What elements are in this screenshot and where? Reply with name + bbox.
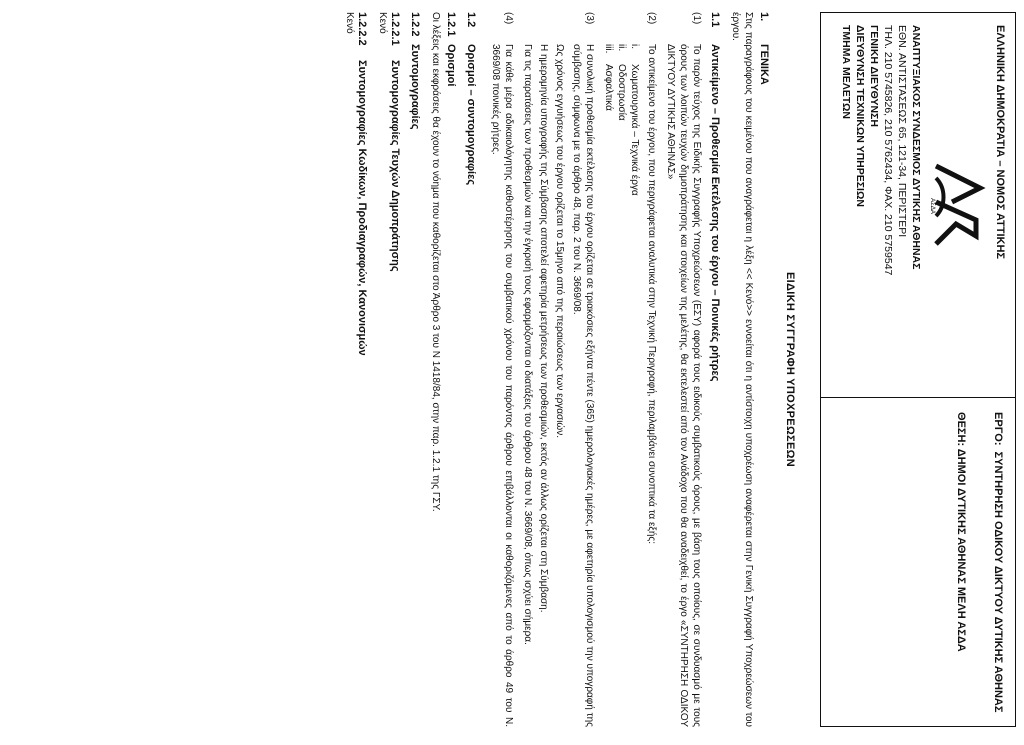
section-title: Συντομογραφίες Τευχών Δημοπράτησης [389, 60, 401, 272]
section-number: 1.1 [709, 12, 721, 28]
org-name: ΑΝΑΠΤΥΞΙΑΚΟΣ ΣΥΝΔΕΣΜΟΣ ΔΥΤΙΚΗΣ ΑΘΗΝΑΣ [910, 25, 922, 270]
section-1-1-heading [709, 12, 721, 727]
project-block [821, 398, 1015, 726]
clause-1 [664, 12, 703, 727]
project-row [990, 412, 1005, 716]
dept-studies: ΤΜΗΜΑ ΜΕΛΕΤΩΝ [840, 25, 852, 119]
section-title: Συντομογραφίες Κωδίκων, Προδιαγραφών, Κανονισμών [356, 60, 368, 356]
section-title: Ορισμοί [445, 44, 457, 87]
empty-placeholder: Κενό [344, 12, 355, 34]
list-item [615, 44, 628, 727]
section-number: 1.2.2.1 [389, 12, 401, 46]
clause-number: (3) [584, 12, 595, 25]
list-text: Χωματουργικά – Τεχνικά έργα [629, 64, 640, 196]
work-categories-list [602, 44, 641, 727]
section-number: 1.2.2.2 [356, 12, 368, 46]
empty-placeholder: Κενό [377, 12, 388, 34]
clause-number: (1) [691, 12, 702, 25]
list-item [628, 44, 641, 727]
clause-text: Το παρόν τεύχος της Ειδικής Συγγραφής Υποχρεώσεων (ΕΣΥ) αφορά τους ειδικούς συμβατικούς όρους, με βάση τους οποίους, σε συνδυασμό με τους όρους των λοιπών τευχών δημοπράτησης και στοιχείων της μελέτης, θα εκτελεστεί από τον Ανάδοχο που θα αναδειχθεί, το έργο «ΣΥΝΤΗΡΗΣΗ ΟΔΙΚΟΥ ΔΙΚΤΥΟΥ ΔΥΤΙΚΗΣ ΑΘΗΝΑΣ» [665, 44, 702, 727]
list-text: Ασφαλτικά [603, 64, 614, 111]
list-item [602, 44, 615, 727]
list-text: Οδοστρωσία [616, 64, 627, 121]
section-1-2-2-1-heading [389, 12, 401, 727]
org-address: ΕΘΝ. ΑΝΤΙΣΤΑΣΕΩΣ 65, 121-34, ΠΕΡΙΣΤΕΡΙ [896, 25, 908, 238]
list-marker: i. [629, 44, 640, 49]
section-number: 1.2.1 [445, 12, 457, 37]
document-title: ΕΙΔΙΚΗ ΣΥΓΓΡΑΦΗ ΥΠΟΧΡΕΩΣΕΩΝ [784, 272, 796, 467]
dept-general: ΓΕΝΙΚΗ ΔΙΕΥΘΥΝΣΗ [868, 25, 880, 127]
asda-logo [929, 25, 987, 387]
section-title: ΓΕΝΙΚΑ [758, 44, 770, 85]
list-marker: ii. [616, 44, 627, 52]
extension-text: Για τις παρατάσεις των προθεσμιών και την έγκρισή τους εφαρμόζονται οι διατάξεις του άρθρου 48 του Ν. 3669/08, όπως ισχύει σήμερα. [522, 44, 533, 645]
section-1-2-2-heading [409, 12, 421, 727]
clause-2 [645, 12, 658, 727]
dept-technical: ΔΙΕΥΘΥΝΣΗ ΤΕΧΝΙΚΩΝ ΥΠΗΡΕΣΙΩΝ [854, 25, 866, 207]
asda-logo-icon [930, 158, 986, 254]
clause-number: (4) [503, 12, 514, 25]
section-title: Ορισμοί – συντομογραφίες [465, 44, 477, 186]
project-value: ΣΥΝΤΗΡΗΣΗ ΟΔΙΚΟΥ ΔΙΚΤΥΟΥ ΔΥΤΙΚΗΣ ΑΘΗΝΑΣ [992, 451, 1004, 713]
section-1-heading [758, 12, 770, 727]
section-number: 1.2 [465, 12, 477, 28]
project-label: ΕΡΓΟ: [992, 412, 1004, 446]
org-phones: ΤΗΛ. 210 5745826, 210 5762434, ΦΑΧ. 210 5759547 [882, 25, 894, 276]
start-date-text: Η ημερομηνία υπογραφής της Σύμβασης αποτελεί αφετηρία μετρήσεως των προθεσμιών, εκτός αν άλλως ορίζεται στη Σύμβαση. [538, 44, 549, 613]
clause-3 [570, 12, 596, 727]
clause-number: (2) [646, 12, 657, 25]
warranty-text: Ως χρόνος εγγυήσεως του έργου ορίζεται το 15μηνο από της περαιώσεως των εργασιών. [554, 44, 565, 439]
section-number: 1. [758, 12, 770, 22]
issuer-block [821, 13, 1015, 398]
project-location: ΘΕΣΗ: ΔΗΜΟΙ ΔΥΤΙΚΗΣ ΑΘΗΝΑΣ ΜΕΛΗ ΑΣΔΑ [955, 412, 967, 652]
logo-text: ΑΣΔΑ [929, 198, 935, 214]
list-marker: iii. [603, 44, 614, 54]
section-1-2-heading [465, 12, 477, 727]
section-1-intro: Στις παραγράφους του κειμένου που αναγράφεται η λέξη << Κενό>> εννοείται ότι η αντίστοιχη υποχρέωση αναφέρεται στην Γενική Συγγραφή Υποχρεώσεων του έργου. [730, 12, 754, 727]
state-line: ΕΛΛΗΝΙΚΗ ΔΗΜΟΚΡΑΤΙΑ – ΝΟΜΟΣ ΑΤΤΙΚΗΣ [994, 25, 1006, 259]
header-box [820, 12, 1016, 727]
definitions-text: Οι λέξεις και εκφράσεις θα έχουν το νόημα που καθορίζεται στο Άρθρο 3 του Ν 1418/84, στην παρ. 1.2.1 της ΓΣΥ. [430, 12, 441, 512]
clause-text: Για κάθε μέρα αδικαιολόγητης καθυστέρησης του συμβατικού χρόνου του παρόντος άρθρου επιβάλλονται οι καθοριζόμενες από το άρθρο 49 του Ν. 3669/08 ποινικές ρήτρες. [490, 44, 514, 727]
section-number: 1.2.2 [409, 12, 421, 37]
section-title: Συντομογραφίες [409, 44, 421, 130]
clause-text: Το αντικείμενο του έργου, που περιγράφεται αναλυτικά στην Τεχνική Περιγραφή, περιλαμβάνει συνοπτικά τα εξής: [646, 44, 657, 545]
section-title: Αντικείμενο – Προθεσμία Εκτέλεσης του έργου – Ποινικές ρήτρες [709, 44, 721, 382]
clause-4 [489, 12, 515, 727]
clause-text: Η συνολική προθεσμία εκτέλεσης του έργου ορίζεται σε τριακόσιες εξήντα πέντε (365) ημερολογιακές ημέρες, με αφετηρία υπολογισμού την υπογραφή της σύμβασης, σύμφωνα με το άρθρο 48, παρ. 2 του Ν. 3669/08. [571, 44, 595, 727]
section-1-2-1-heading [445, 12, 457, 727]
section-1-2-2-2-heading [356, 12, 368, 727]
